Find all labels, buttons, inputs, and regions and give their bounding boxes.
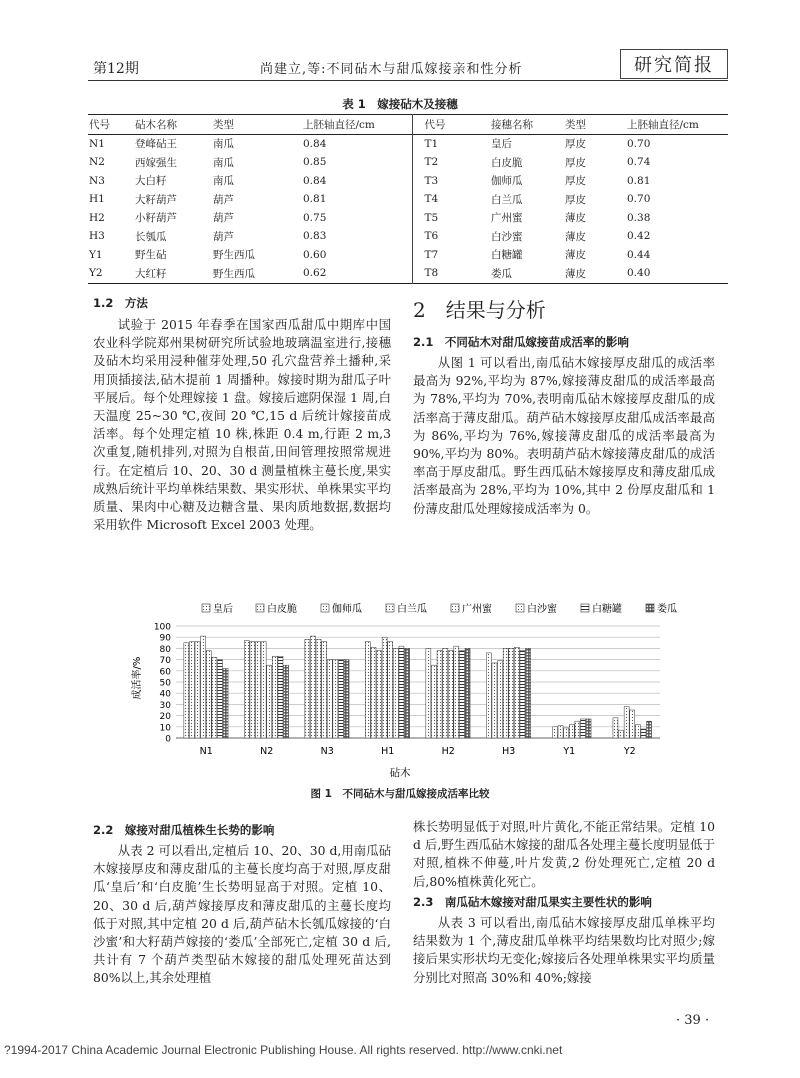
x-tick-label: H3 bbox=[502, 746, 516, 757]
y-tick-label: 30 bbox=[159, 700, 171, 711]
table-cell: 0.84 bbox=[303, 174, 327, 187]
bar bbox=[365, 642, 370, 738]
table-cell: 葫芦 bbox=[213, 230, 234, 243]
bar bbox=[393, 648, 398, 738]
table-cell: 小籽葫芦 bbox=[135, 212, 177, 225]
table-cell: T2 bbox=[412, 153, 490, 172]
col-header: 接穗名称 bbox=[491, 118, 533, 131]
table-cell: 白兰瓜 bbox=[491, 193, 523, 206]
bar bbox=[195, 642, 200, 738]
table-cell: 0.38 bbox=[627, 211, 651, 224]
x-tick-label: N1 bbox=[199, 746, 213, 757]
bar bbox=[217, 660, 222, 738]
bar bbox=[382, 637, 387, 738]
table-cell: 0.84 bbox=[303, 137, 327, 150]
table-cell: 大红籽 bbox=[135, 267, 167, 280]
table-cell: 大籽葫芦 bbox=[135, 193, 177, 206]
table-cell: Y1 bbox=[89, 248, 103, 261]
table-cell: 0.44 bbox=[627, 248, 651, 261]
paragraph: 从图 1 可以看出,南瓜砧木嫁接厚皮甜瓜的成活率最高为 92%,平均为 87%,嫁接薄皮甜瓜的成活率最高为 78%,平均为 70%,表明南瓜砧木嫁接厚皮甜瓜的成活率高于薄皮甜瓜。葫芦砧木嫁接厚皮甜瓜成活率最高为 86%,平均为 76%,嫁接薄皮甜瓜的成活率最高为 90%,平均为 80%。表明葫芦砧木嫁接薄皮甜瓜的成活率高于厚皮甜瓜。野生西瓜砧木嫁接厚皮和薄皮甜瓜成活率最高为 28%,平均为 10%,其中 2 份厚皮甜瓜和 1 份薄皮甜瓜处理嫁接成活率为 0。 bbox=[413, 355, 715, 516]
bar bbox=[388, 642, 393, 738]
table-cell: 葫芦 bbox=[213, 193, 234, 206]
bar bbox=[498, 661, 503, 738]
table-cell: 白糖罐 bbox=[491, 249, 523, 262]
section-1-2-body bbox=[93, 316, 391, 534]
paragraph: 从表 3 可以看出,南瓜砧木嫁接厚皮甜瓜单株平均结果数为 1 个,薄皮甜瓜单株平均结果数均比对照少;嫁接后果实形状均无变化;嫁接后各处理单株果实平均质量分别比对照高 30%和 40%;嫁接 bbox=[413, 915, 715, 985]
y-axis-label: 成活率/% bbox=[132, 656, 143, 700]
bar bbox=[575, 721, 580, 738]
legend-label: 白皮脆 bbox=[267, 604, 297, 615]
bar bbox=[284, 665, 289, 738]
legend-label: 白糖罐 bbox=[592, 604, 622, 615]
bar bbox=[580, 719, 585, 738]
section-badge: 研究简报 bbox=[620, 49, 728, 79]
table-cell: H1 bbox=[89, 193, 105, 206]
table-cell: 野生砧 bbox=[135, 249, 167, 262]
table-row bbox=[88, 172, 728, 191]
table-cell: 大白籽 bbox=[135, 175, 167, 188]
y-tick-label: 0 bbox=[165, 734, 171, 745]
x-tick-label: N3 bbox=[320, 746, 334, 757]
table-cell: 登峰砧王 bbox=[135, 138, 177, 151]
bar bbox=[405, 648, 410, 738]
bar bbox=[426, 648, 431, 738]
legend-swatch bbox=[516, 604, 524, 612]
y-tick-label: 20 bbox=[159, 712, 171, 723]
bar bbox=[184, 643, 189, 738]
x-tick-label: H2 bbox=[441, 746, 455, 757]
y-tick-label: 10 bbox=[159, 723, 171, 734]
bar bbox=[437, 651, 442, 738]
bar bbox=[344, 660, 349, 738]
table-cell: T7 bbox=[412, 246, 490, 265]
table1-header-row bbox=[88, 115, 728, 135]
table-cell: 野生西瓜 bbox=[213, 267, 255, 280]
table-cell: 皇后 bbox=[491, 138, 512, 151]
bar bbox=[322, 642, 327, 738]
bar bbox=[635, 725, 640, 738]
y-tick-label: 80 bbox=[159, 644, 171, 655]
paragraph: 株长势明显低于对照,叶片黄化,不能正常结果。定植 10 d 后,野生西瓜砧木嫁接的甜瓜各处理主蔓长度明显低于对照,植株不伸蔓,叶片发黄,2 份处理死亡,定植 20 d 后,80%植株黄化死亡。 bbox=[413, 819, 715, 889]
x-tick-label: N2 bbox=[260, 746, 274, 757]
table-cell: T6 bbox=[412, 227, 490, 246]
bar bbox=[448, 651, 453, 738]
y-tick-label: 50 bbox=[159, 678, 171, 689]
issue-number: 第12期 bbox=[93, 61, 139, 77]
table-row bbox=[88, 209, 728, 228]
bar bbox=[371, 647, 376, 738]
table-cell: 薄皮 bbox=[565, 267, 586, 280]
bar bbox=[647, 721, 652, 738]
bar bbox=[399, 646, 404, 738]
table-row bbox=[88, 264, 728, 283]
y-axis-ticks bbox=[154, 623, 171, 745]
y-tick-label: 90 bbox=[159, 633, 171, 644]
bar bbox=[526, 648, 531, 738]
legend-label: 皇后 bbox=[213, 604, 233, 615]
bar bbox=[333, 660, 338, 738]
legend-swatch bbox=[321, 604, 329, 612]
header-rule bbox=[88, 80, 728, 81]
legend-label: 白沙蜜 bbox=[527, 604, 557, 615]
bar bbox=[310, 636, 315, 738]
legend-swatch bbox=[256, 604, 264, 612]
table-cell: T4 bbox=[412, 190, 490, 209]
table-cell: 广州蜜 bbox=[491, 212, 523, 225]
bar bbox=[509, 648, 514, 738]
section-2-heading: 2 结果与分析 bbox=[413, 298, 546, 322]
table-cell: 0.85 bbox=[303, 156, 327, 169]
paragraph: 试验于 2015 年春季在国家西瓜甜瓜中期库中国农业科学院郑州果树研究所试验地玻璃温室进行,接穗及砧木均采用浸种催芽处理,50 孔穴盘营养土播种,采用顶插接法,砧木提前 1 周播种。嫁接时期为甜瓜子叶平展后。每个处理嫁接 1 盘。嫁接后遮阴保湿 1 周,白天温度 25~30 ℃,夜间 20 ℃,15 d 后统计嫁接苗成活率。每个处理定植 10 株,株距 0.4 m,行距 2 m,3 次重复,随机排列,对照为自根苗,田间管理按照常规进行。在定植后 10、20、30 d 测量植株主蔓长度,果实成熟后统计平均单株结果数、果实形状、单株果实平均质量、果肉中心糖及边糖含量、果肉质地数据,数据均采用软件 Microsoft Excel 2003 处理。 bbox=[93, 317, 391, 533]
table-cell: 薄皮 bbox=[565, 249, 586, 262]
bar bbox=[338, 660, 343, 738]
paragraph: 从表 2 可以看出,定植后 10、20、30 d,用南瓜砧木嫁接厚皮和薄皮甜瓜的主蔓长度均高于对照,厚皮甜瓜‘皇后’和‘白皮脆’生长势明显高于对照。定植 10、20、30 d 后,葫芦嫁接厚皮和薄皮甜瓜的主蔓长度均低于对照,其中定植 20 d 后,葫芦砧木长瓠瓜嫁接的‘白沙蜜’和大籽葫芦嫁接的‘娄瓜’全部死亡,定植 30 d 后,共计有 7 个葫芦类型砧木嫁接的甜瓜处理死苗达到 80%以上,其余处理植 bbox=[93, 843, 391, 986]
bar bbox=[189, 642, 194, 738]
table-cell: 西嫁强生 bbox=[135, 156, 177, 169]
table-cell: T8 bbox=[412, 264, 490, 283]
bar bbox=[223, 669, 228, 738]
section-1-2-heading: 1.2 方法 bbox=[93, 296, 148, 310]
col-header: 砧木名称 bbox=[135, 118, 177, 131]
bar bbox=[206, 651, 211, 738]
section-2-3-body bbox=[413, 914, 715, 987]
table-cell: H2 bbox=[89, 211, 105, 224]
table-cell: 南瓜 bbox=[213, 138, 234, 151]
bar bbox=[327, 660, 332, 738]
bar bbox=[465, 648, 470, 738]
section-2-2-continued bbox=[413, 818, 715, 891]
legend-label: 伽师瓜 bbox=[332, 604, 362, 615]
table-cell: 0.81 bbox=[303, 193, 327, 206]
table-cell: H3 bbox=[89, 230, 105, 243]
x-tick-label: H1 bbox=[381, 746, 395, 757]
bar bbox=[564, 728, 569, 738]
bar bbox=[212, 657, 217, 738]
bar bbox=[377, 651, 382, 738]
bar bbox=[514, 647, 519, 738]
bar bbox=[641, 729, 646, 738]
legend-swatch bbox=[451, 604, 459, 612]
table-cell: 0.40 bbox=[627, 267, 651, 280]
table-cell: 野生西瓜 bbox=[213, 249, 255, 262]
table-cell: 0.75 bbox=[303, 211, 327, 224]
figure1-chart bbox=[130, 596, 710, 782]
table-cell: 厚皮 bbox=[565, 175, 586, 188]
bar bbox=[431, 665, 436, 738]
bar bbox=[613, 718, 618, 738]
section-2-2-body bbox=[93, 842, 391, 988]
bar bbox=[503, 648, 508, 738]
table-cell: 0.81 bbox=[627, 174, 651, 187]
table-cell: N1 bbox=[89, 137, 105, 150]
table-cell: 葫芦 bbox=[213, 212, 234, 225]
col-header: 上胚轴直径/cm bbox=[303, 118, 375, 131]
section-2-1-heading: 2.1 不同砧木对甜瓜嫁接苗成活率的影响 bbox=[413, 335, 629, 349]
table-cell: N3 bbox=[89, 174, 105, 187]
bar bbox=[569, 725, 574, 738]
legend-swatch bbox=[581, 604, 589, 612]
table-cell: 薄皮 bbox=[565, 230, 586, 243]
table-row bbox=[88, 190, 728, 209]
table-cell: T5 bbox=[412, 209, 490, 228]
table-cell: 0.42 bbox=[627, 230, 651, 243]
table-cell: 伽师瓜 bbox=[491, 175, 523, 188]
table-cell: 0.70 bbox=[627, 137, 651, 150]
legend-swatch bbox=[646, 604, 654, 612]
table-cell: 0.70 bbox=[627, 193, 651, 206]
x-axis-ticks bbox=[200, 746, 636, 757]
bar bbox=[267, 665, 272, 738]
bar bbox=[492, 663, 497, 738]
table-cell: Y2 bbox=[89, 267, 103, 280]
footer-copyright: ?1994-2017 China Academic Journal Electronic Publishing House. All rights reserved. http://www.cnki.net bbox=[4, 1043, 563, 1057]
x-axis-label: 砧木 bbox=[389, 767, 411, 779]
bar bbox=[261, 642, 266, 738]
bar bbox=[250, 642, 255, 738]
bar bbox=[486, 653, 491, 738]
table-cell: 厚皮 bbox=[565, 193, 586, 206]
table-row bbox=[88, 246, 728, 265]
y-tick-label: 100 bbox=[153, 622, 171, 633]
bar bbox=[305, 639, 310, 738]
table-cell: 南瓜 bbox=[213, 175, 234, 188]
table-cell: 0.83 bbox=[303, 230, 327, 243]
bar bbox=[624, 707, 629, 738]
bar bbox=[443, 648, 448, 738]
bar bbox=[586, 719, 591, 738]
table-cell: 娄瓜 bbox=[491, 267, 512, 280]
bar bbox=[278, 656, 283, 738]
col-header: 类型 bbox=[565, 118, 586, 131]
bar bbox=[256, 642, 261, 738]
bar bbox=[552, 727, 557, 738]
col-header: 类型 bbox=[213, 118, 234, 131]
table1-title: 表 1 嫁接砧木及接穗 bbox=[342, 97, 458, 111]
bar bbox=[201, 636, 206, 738]
legend-swatch bbox=[202, 604, 210, 612]
page-number: · 39 · bbox=[676, 1013, 710, 1028]
table-cell: 0.60 bbox=[303, 248, 327, 261]
x-tick-label: Y2 bbox=[623, 746, 636, 757]
section-2-2-heading: 2.2 嫁接对甜瓜植株生长势的影响 bbox=[93, 823, 275, 837]
chart-bars bbox=[184, 636, 652, 738]
legend-swatch bbox=[386, 604, 394, 612]
bar bbox=[630, 710, 635, 738]
x-tick-label: Y1 bbox=[563, 746, 576, 757]
section-2-1-body bbox=[413, 354, 715, 518]
legend-label: 娄瓜 bbox=[657, 604, 677, 615]
table-cell: T3 bbox=[412, 172, 490, 191]
table-cell: N2 bbox=[89, 156, 105, 169]
y-tick-label: 60 bbox=[159, 667, 171, 678]
bar bbox=[316, 639, 321, 738]
table1 bbox=[88, 114, 728, 284]
table-row bbox=[88, 134, 728, 153]
table-cell: 0.74 bbox=[627, 156, 651, 169]
section-2-3-heading: 2.3 南瓜砧木嫁接对甜瓜果实主要性状的影响 bbox=[413, 895, 652, 909]
bar bbox=[272, 656, 277, 738]
bar bbox=[619, 730, 624, 738]
y-tick-label: 40 bbox=[159, 689, 171, 700]
bar bbox=[244, 641, 249, 738]
col-header: 代号 bbox=[412, 115, 490, 135]
bar bbox=[520, 651, 525, 738]
table-cell: 0.62 bbox=[303, 267, 327, 280]
col-header: 代号 bbox=[89, 118, 110, 131]
table-cell: 薄皮 bbox=[565, 212, 586, 225]
table-row bbox=[88, 227, 728, 246]
bar bbox=[558, 726, 563, 738]
table-cell: 白沙蜜 bbox=[491, 230, 523, 243]
col-header: 上胚轴直径/cm bbox=[627, 118, 699, 131]
figure1-caption: 图 1 不同砧木与甜瓜嫁接成活率比较 bbox=[310, 788, 490, 800]
table-cell: 厚皮 bbox=[565, 156, 586, 169]
table-cell: 长瓠瓜 bbox=[135, 230, 167, 243]
chart-legend bbox=[202, 602, 677, 615]
table-cell: 厚皮 bbox=[565, 138, 586, 151]
table-cell: 白皮脆 bbox=[491, 156, 523, 169]
bar bbox=[454, 646, 459, 738]
bar bbox=[459, 651, 464, 738]
table-row bbox=[88, 153, 728, 172]
y-tick-label: 70 bbox=[159, 656, 171, 667]
legend-label: 白兰瓜 bbox=[397, 604, 427, 615]
table-cell: T1 bbox=[412, 134, 490, 153]
running-title: 尚建立,等:不同砧木与甜瓜嫁接亲和性分析 bbox=[260, 62, 523, 77]
legend-label: 广州蜜 bbox=[462, 604, 492, 615]
table-cell: 南瓜 bbox=[213, 156, 234, 169]
